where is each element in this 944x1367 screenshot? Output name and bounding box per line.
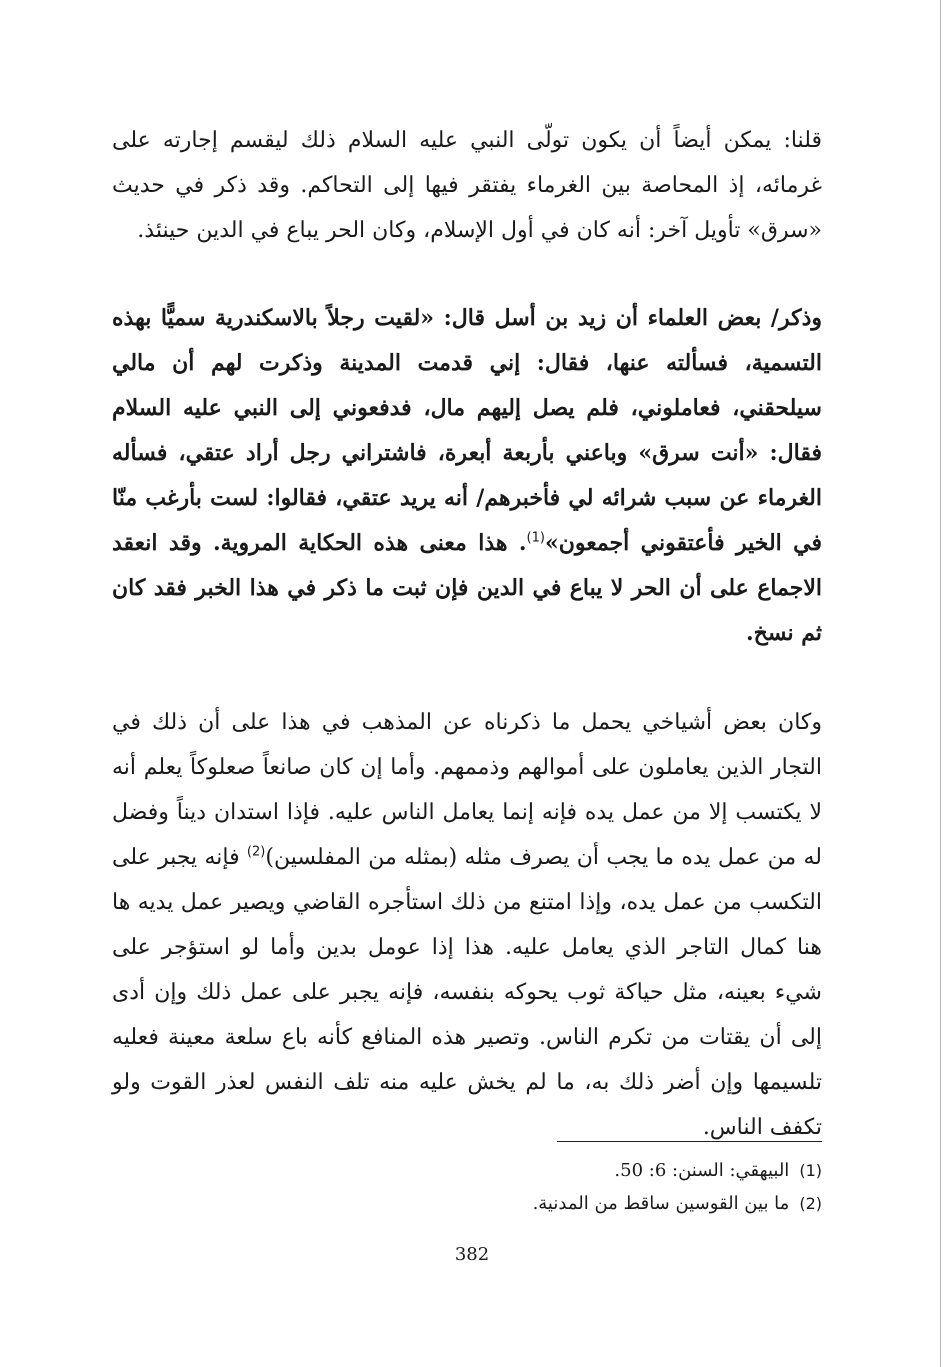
footnote-separator <box>557 1141 822 1142</box>
footnote-1 <box>533 1154 822 1187</box>
footnotes <box>533 1154 822 1220</box>
paragraph-2-text-cont: . هذا معنى هذه الحكاية المروية. وقد انعقد الاجماع على أن الحر لا يباع في الدين فإن ثبت ما ذكر في هذا الخبر فقد كان ثم نسخ. <box>112 530 822 646</box>
paragraph-gap <box>112 656 822 700</box>
footnote-ref-2[interactable]: (2) <box>246 844 266 860</box>
paragraph-gap <box>112 253 822 296</box>
footnote-text: ما بين القوسين ساقط من المدنية. <box>532 1193 790 1214</box>
paragraph-2 <box>112 296 822 656</box>
footnote-number: (2) <box>799 1194 822 1213</box>
paragraph-3 <box>112 700 822 1150</box>
footnote-number: (1) <box>799 1161 822 1180</box>
paragraph-2-text: وذكر/ بعض العلماء أن زيد بن أسل قال: «لقيت رجلاً بالاسكندرية سميًّا بهذه التسمية، فسألته عنها، فقال: إني قدمت المدينة وذكرت لهم أن مالي سيلحقني، فعاملوني، فلم يصل إليهم مال، فدفعوني إلى النبي عليه السلام فقال: «أنت سرق» وباعني بأربعة أبعرة، فاشتراني رجل أراد عتقي، فسأله الغرماء عن سبب شرائه لي فأخبرهم/ أنه يريد عتقي، فقالوا: لست بأرغب منّا في الخير فأعتقوني أجمعون» <box>112 305 822 556</box>
scan-edge-line <box>940 0 941 1367</box>
footnote-2 <box>533 1187 822 1220</box>
page-body <box>112 118 822 1150</box>
page-number: 382 <box>454 1244 490 1265</box>
paragraph-3-text-cont: فإنه يجبر على التكسب من عمل يده، وإذا امتنع من ذلك استأجره القاضي ويصير عمل يديه ها هنا كمال التاجر الذي يعامل عليه. هذا إذا عومل بدين وأما لو استؤجر على شيء بعينه، مثل حياكة ثوب يحوكه بنفسه، فإنه يجبر على عمل ذلك وإن أدى إلى أن يقتات من تكرم الناس. وتصير هذه المنافع كأنه باع سلعة معينة فعليه تلسيمها وإن أضر ذلك به، ما لم يخش عليه منه تلف النفس لعذر القوت ولو تكفف الناس. <box>112 845 823 1140</box>
paragraph-1: قلنا: يمكن أيضاً أن يكون تولّى النبي عليه السلام ذلك ليقسم إجارته على غرمائه، إذ المحاصة بين الغرماء يفتقر فيها إلى التحاكم. وقد ذكر في حديث «سرق» تأويل آخر: أنه كان في أول الإسلام، وكان الحر يباع في الدين حينئذ. <box>112 128 822 243</box>
footnote-ref-1[interactable]: (1) <box>526 530 545 546</box>
paragraph-3-text: وكان بعض أشياخي يحمل ما ذكرناه عن المذهب في هذا على أن ذلك في التجار الذين يعاملون على أموالهم وذممهم. وأما إن كان صانعاً صعلوكاً يعلم أنه لا يكتسب إلا من عمل يده فإنه إنما يعامل الناس عليه. فإذا استدان ديناً وفضل له من عمل يده ما يجب أن يصرف مثله (بمثله من المفلسين) <box>112 710 823 870</box>
footnote-text: البيهقي: السنن: 6: 50. <box>614 1160 790 1181</box>
